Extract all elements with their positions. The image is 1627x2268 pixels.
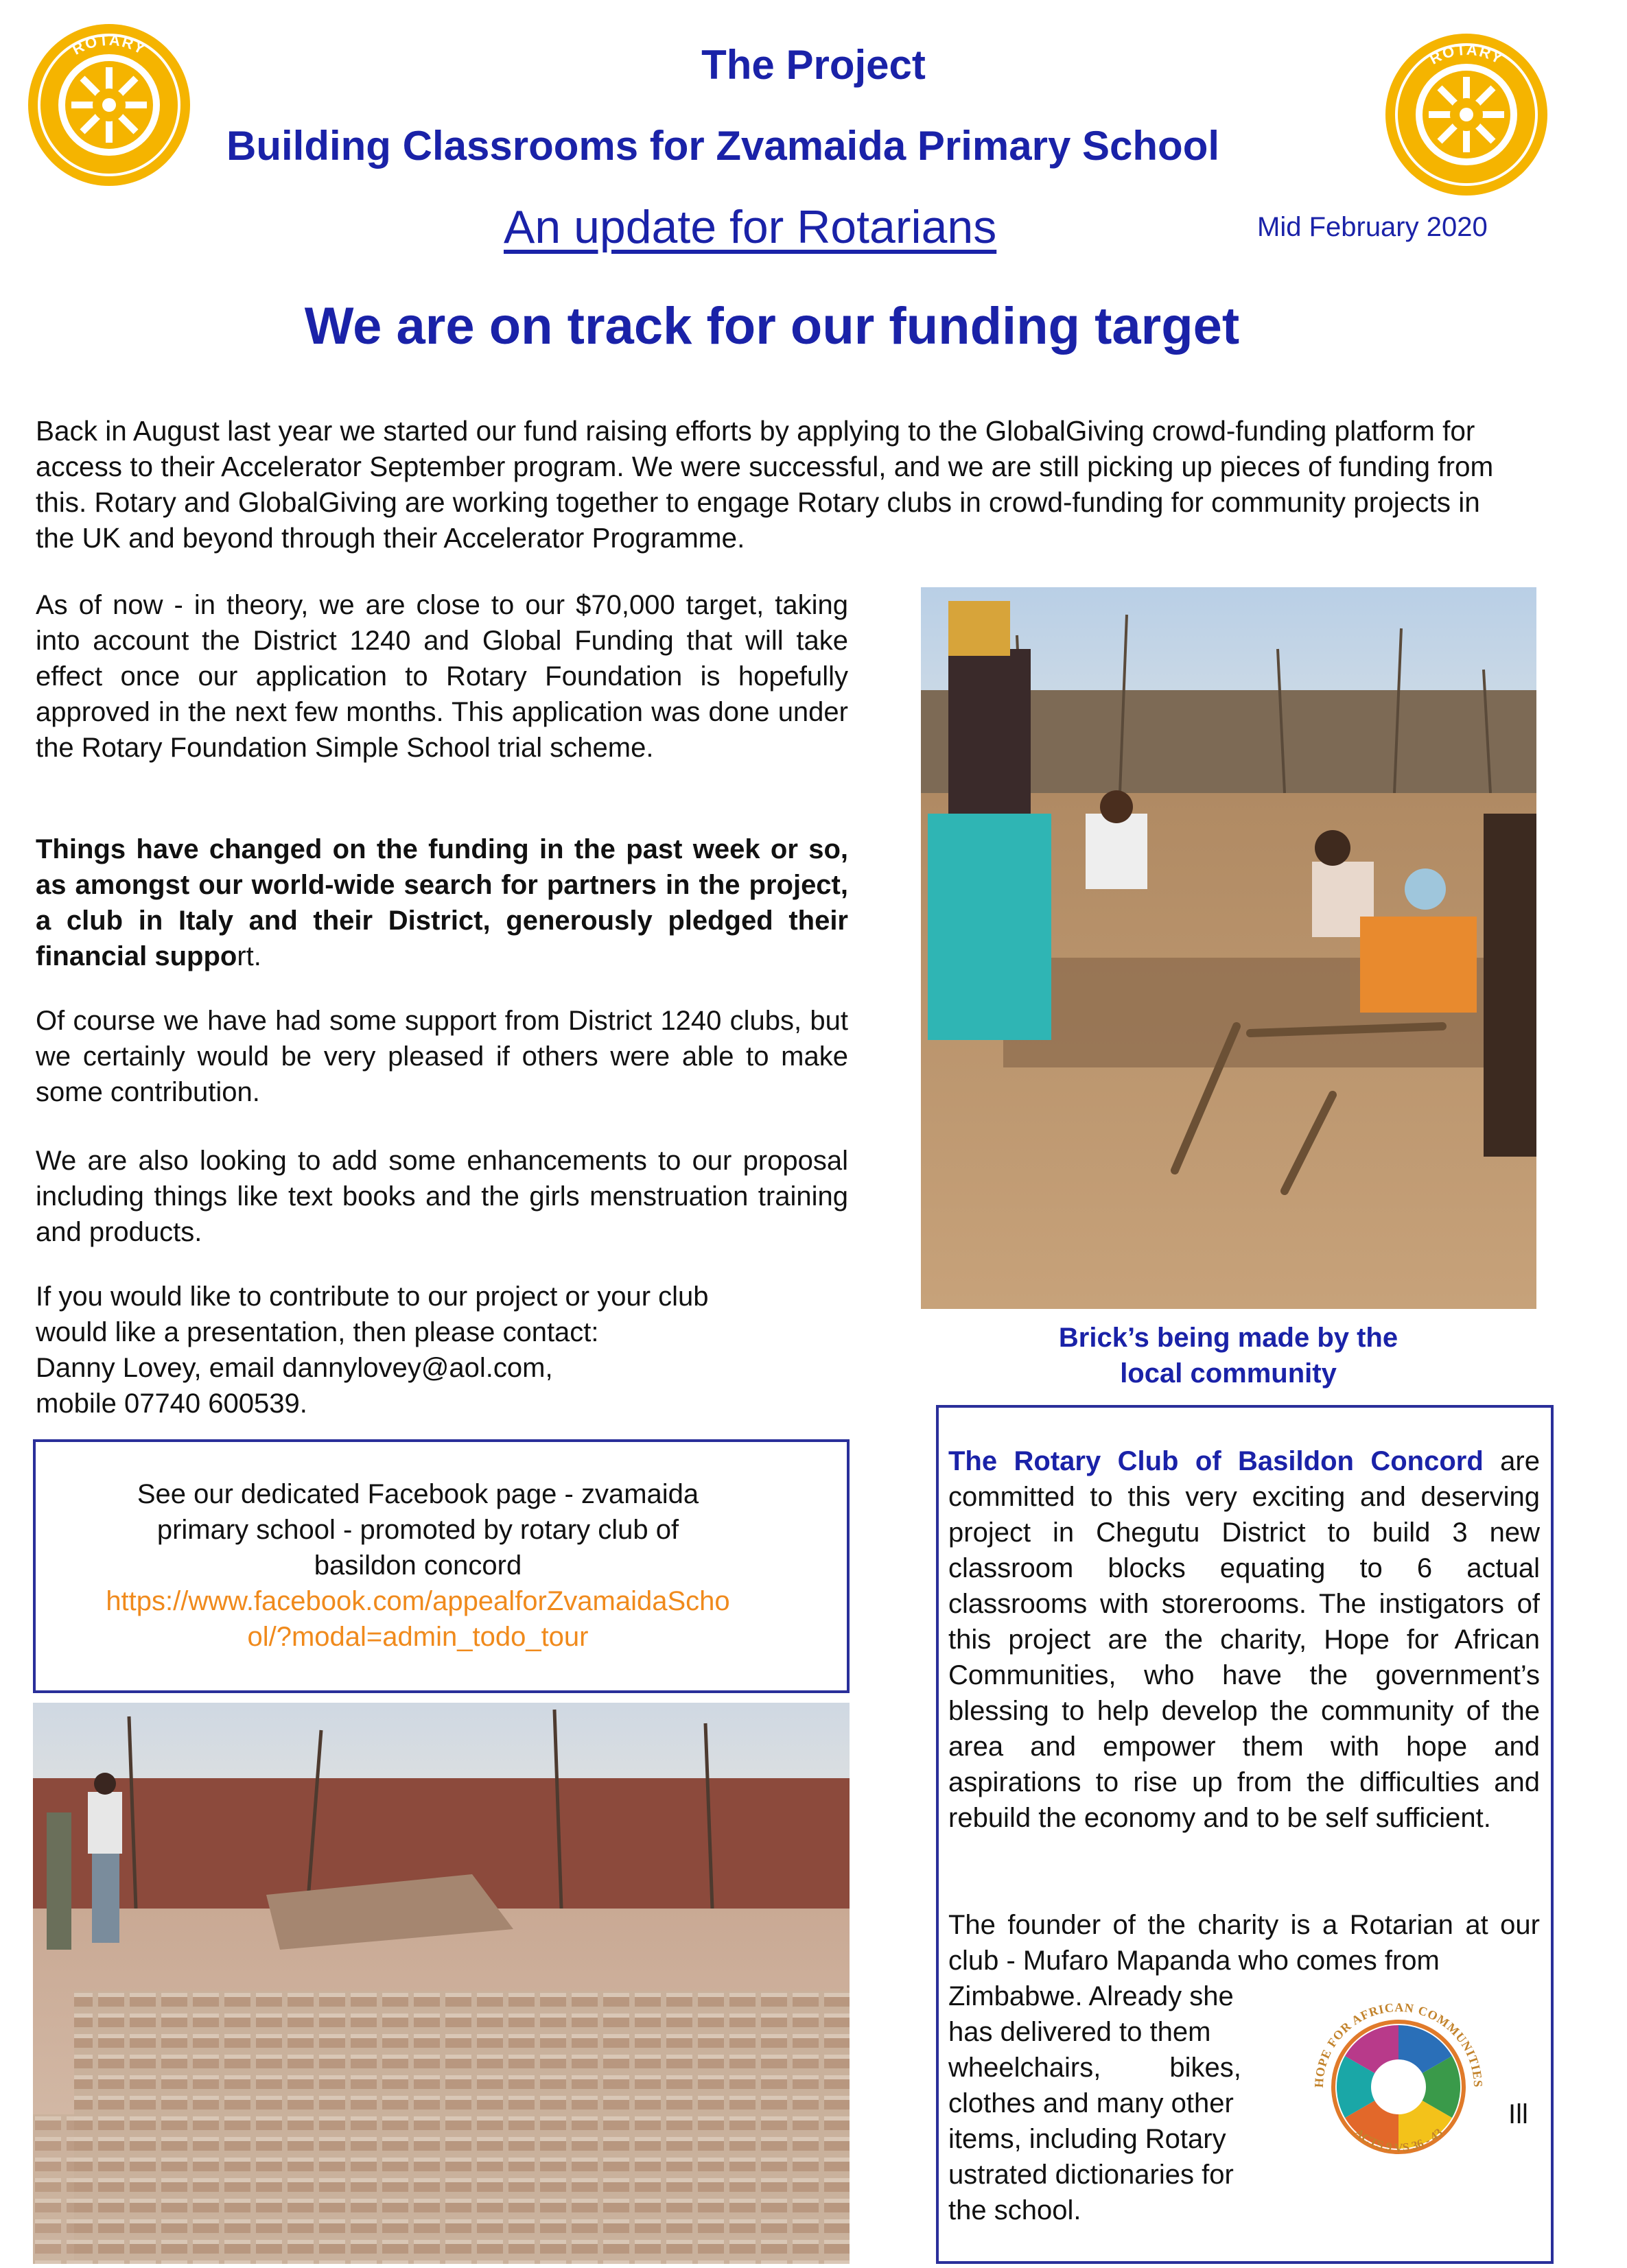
- contact-email-line[interactable]: Danny Lovey, email dannylovey@aol.com,: [36, 1353, 553, 1383]
- brick-making-photo-image: [921, 587, 1536, 1309]
- photo-caption-line-1: Brick’s being made by the: [1058, 1323, 1398, 1353]
- italy-pledge-paragraph: [36, 831, 848, 974]
- facebook-text-line: basildon concord: [314, 1550, 522, 1581]
- facebook-text-line: primary school - promoted by rotary club of: [156, 1515, 679, 1545]
- facebook-url-link-cont[interactable]: ol/?modal=admin_todo_tour: [247, 1622, 589, 1652]
- facebook-info-box: [33, 1439, 850, 1693]
- contact-block: [36, 1279, 859, 1421]
- rotary-club-description: are committed to this very exciting and deserving project in Chegutu District to build 3 new classroom blocks equating to 6 actual classrooms with storerooms. The instigators of this project are the charity, Hope for African Communities, who have the government’s blessing to help develop the community of the area and empower them with hope and aspirations to rise up from the difficulties and rebuild the economy and to be self sufficient.: [948, 1446, 1540, 1833]
- founder-line: items, including Rotary: [948, 2124, 1226, 2154]
- issue-date: Mid February 2020: [1257, 212, 1488, 242]
- italy-pledge-bold: Things have changed on the funding in the past week or so, as amongst our world-wide search for partners in the project, a club in Italy and their District, generously pledged their financial suppo: [36, 834, 848, 971]
- founder-line: the school.: [948, 2195, 1081, 2225]
- svg-text:ROTARY: ROTARY: [1427, 40, 1506, 68]
- svg-text:HOPE FOR AFRICAN COMMUNITIES: HOPE FOR AFRICAN COMMUNITIES: [1311, 2000, 1486, 2088]
- founder-line: has delivered to them: [948, 2017, 1211, 2047]
- contact-line: If you would like to contribute to our project or your club: [36, 1281, 709, 1312]
- contact-mobile-line: mobile 07740 600539.: [36, 1389, 307, 1419]
- contact-line: would like a presentation, then please contact:: [36, 1317, 599, 1347]
- rotary-club-paragraph: [948, 1443, 1540, 1836]
- svg-text:ACTS 9 VS 36 - 43: ACTS 9 VS 36 - 43: [1351, 2125, 1446, 2155]
- header-line-1: The Project: [701, 42, 926, 88]
- facebook-url-link[interactable]: https://www.facebook.com/appealforZvamaidaScho: [106, 1586, 730, 1616]
- svg-text:ROTARY: ROTARY: [69, 31, 149, 58]
- founder-line: clothes and many other: [948, 2088, 1234, 2118]
- hope-for-african-communities-logo-icon: [1296, 1984, 1501, 2190]
- district-support-paragraph: Of course we have had some support from District 1240 clubs, but we certainly would be very pleased if others were able to make some contribution.: [36, 1006, 848, 1107]
- side-mark: Ill: [1508, 2099, 1528, 2129]
- founder-paragraph-start: The founder of the charity is a Rotarian at our club - Mufaro Mapanda who comes from: [948, 1910, 1540, 1976]
- founder-line: Zimbabwe. Already she: [948, 1981, 1234, 2011]
- header-line-2: Building Classrooms for Zvamaida Primary School: [226, 123, 1220, 169]
- rotary-club-name: The Rotary Club of Basildon Concord: [948, 1446, 1484, 1476]
- italy-pledge-end: rt.: [237, 941, 261, 971]
- facebook-text-line: See our dedicated Facebook page - zvamaida: [137, 1479, 699, 1509]
- headline: We are on track for our funding target: [304, 297, 1240, 355]
- photo-caption-line-2: local community: [1120, 1358, 1337, 1389]
- founder-paragraph-wrapped: [948, 1978, 1291, 2228]
- brick-rows-photo-image: [33, 1703, 850, 2264]
- funding-paragraph: As of now - in theory, we are close to our $70,000 target, taking into account the District 1240 and Global Funding that will take effect once our application to Rotary Foundation is hopefully approved in the next few months. This application was done under the Rotary Foundation Simple School trial scheme.: [36, 590, 848, 763]
- rotary-club-info-box: [936, 1405, 1554, 2264]
- intro-paragraph: Back in August last year we started our fund raising efforts by applying to the GlobalGiving crowd-funding platform for access to their Accelerator September program. We were successful, and we are still picking up pieces of funding from this. Rotary and GlobalGiving are working together to engage Rotary clubs in crowd-funding for community projects in the UK and beyond through their Accelerator Programme.: [36, 415, 1494, 554]
- brick-making-photo: [921, 587, 1536, 1309]
- brick-rows-photo: [33, 1703, 850, 2264]
- enhancements-paragraph: We are also looking to add some enhancements to our proposal including things like text books and the girls menstruation training and products.: [36, 1146, 848, 1247]
- page-subtitle: An update for Rotarians: [504, 201, 997, 253]
- founder-line: wheelchairs, bikes,: [948, 2053, 1241, 2083]
- photo-caption: [947, 1320, 1510, 1391]
- founder-line: ustrated dictionaries for: [948, 2160, 1234, 2190]
